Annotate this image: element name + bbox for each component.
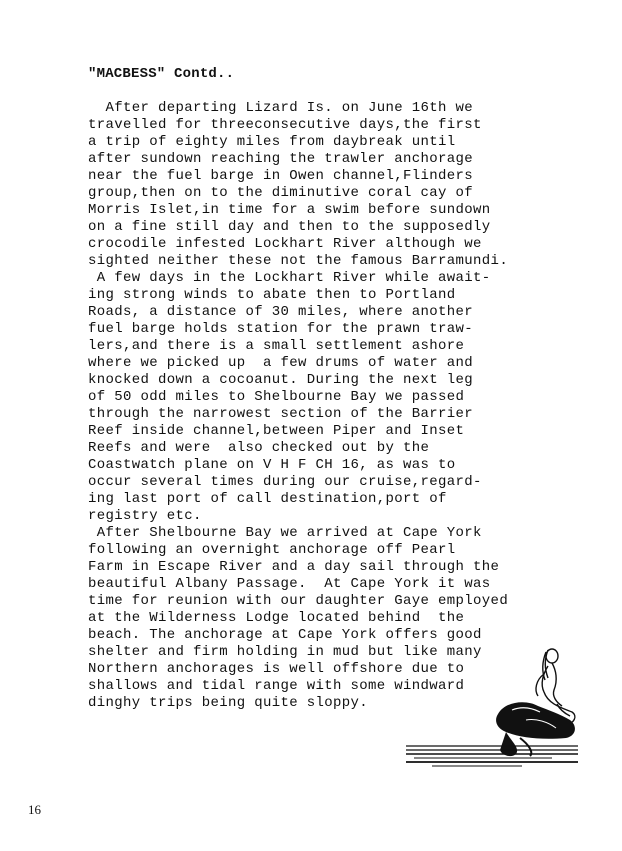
text-line: through the narrowest section of the Barrier <box>88 406 474 422</box>
text-line: fuel barge holds station for the prawn traw- <box>88 321 474 337</box>
text-line: beautiful Albany Passage. At Cape York it was <box>88 576 491 592</box>
mermaid-on-rock-illustration <box>402 640 582 780</box>
text-line: Coastwatch plane on V H F CH 16, as was to <box>88 457 456 473</box>
text-line: near the fuel barge in Owen channel,Flinders <box>88 168 474 184</box>
text-line: dinghy trips being quite sloppy. <box>88 695 369 711</box>
article-heading: "MACBESS" Contd.. <box>88 66 235 82</box>
text-line: ing strong winds to abate then to Portland <box>88 287 456 303</box>
text-line: beach. The anchorage at Cape York offers good <box>88 627 482 643</box>
text-line: Reef inside channel,between Piper and Inset <box>88 423 465 439</box>
text-line: Morris Islet,in time for a swim before sundown <box>88 202 491 218</box>
text-line: on a fine still day and then to the supposedly <box>88 219 491 235</box>
text-line: of 50 odd miles to Shelbourne Bay we passed <box>88 389 465 405</box>
text-line: ing last port of call destination,port of <box>88 491 447 507</box>
text-line: Northern anchorages is well offshore due to <box>88 661 465 677</box>
text-line: lers,and there is a small settlement ashore <box>88 338 465 354</box>
text-line: shelter and firm holding in mud but like many <box>88 644 482 660</box>
text-line: after sundown reaching the trawler anchorage <box>88 151 474 167</box>
text-line: Farm in Escape River and a day sail through the <box>88 559 500 575</box>
text-line: time for reunion with our daughter Gaye employed <box>88 593 509 609</box>
text-line: following an overnight anchorage off Pearl <box>88 542 456 558</box>
article-body <box>88 100 578 712</box>
text-line: a trip of eighty miles from daybreak until <box>88 134 456 150</box>
text-line: registry etc. <box>88 508 202 524</box>
text-line: travelled for threeconsecutive days,the first <box>88 117 482 133</box>
text-line: at the Wilderness Lodge located behind the <box>88 610 465 626</box>
text-line: A few days in the Lockhart River while await- <box>88 270 491 286</box>
page-number: 16 <box>28 802 41 817</box>
text-line: Roads, a distance of 30 miles, where another <box>88 304 474 320</box>
text-line: where we picked up a few drums of water and <box>88 355 474 371</box>
text-line: sighted neither these not the famous Barramundi. <box>88 253 509 269</box>
text-line: group,then on to the diminutive coral cay of <box>88 185 474 201</box>
text-line: After departing Lizard Is. on June 16th we <box>88 100 474 116</box>
text-line: shallows and tidal range with some windward <box>88 678 465 694</box>
text-line: knocked down a cocoanut. During the next leg <box>88 372 474 388</box>
text-line: occur several times during our cruise,regard- <box>88 474 482 490</box>
text-line: Reefs and were also checked out by the <box>88 440 430 456</box>
text-line: crocodile infested Lockhart River although we <box>88 236 482 252</box>
text-line: After Shelbourne Bay we arrived at Cape York <box>88 525 482 541</box>
